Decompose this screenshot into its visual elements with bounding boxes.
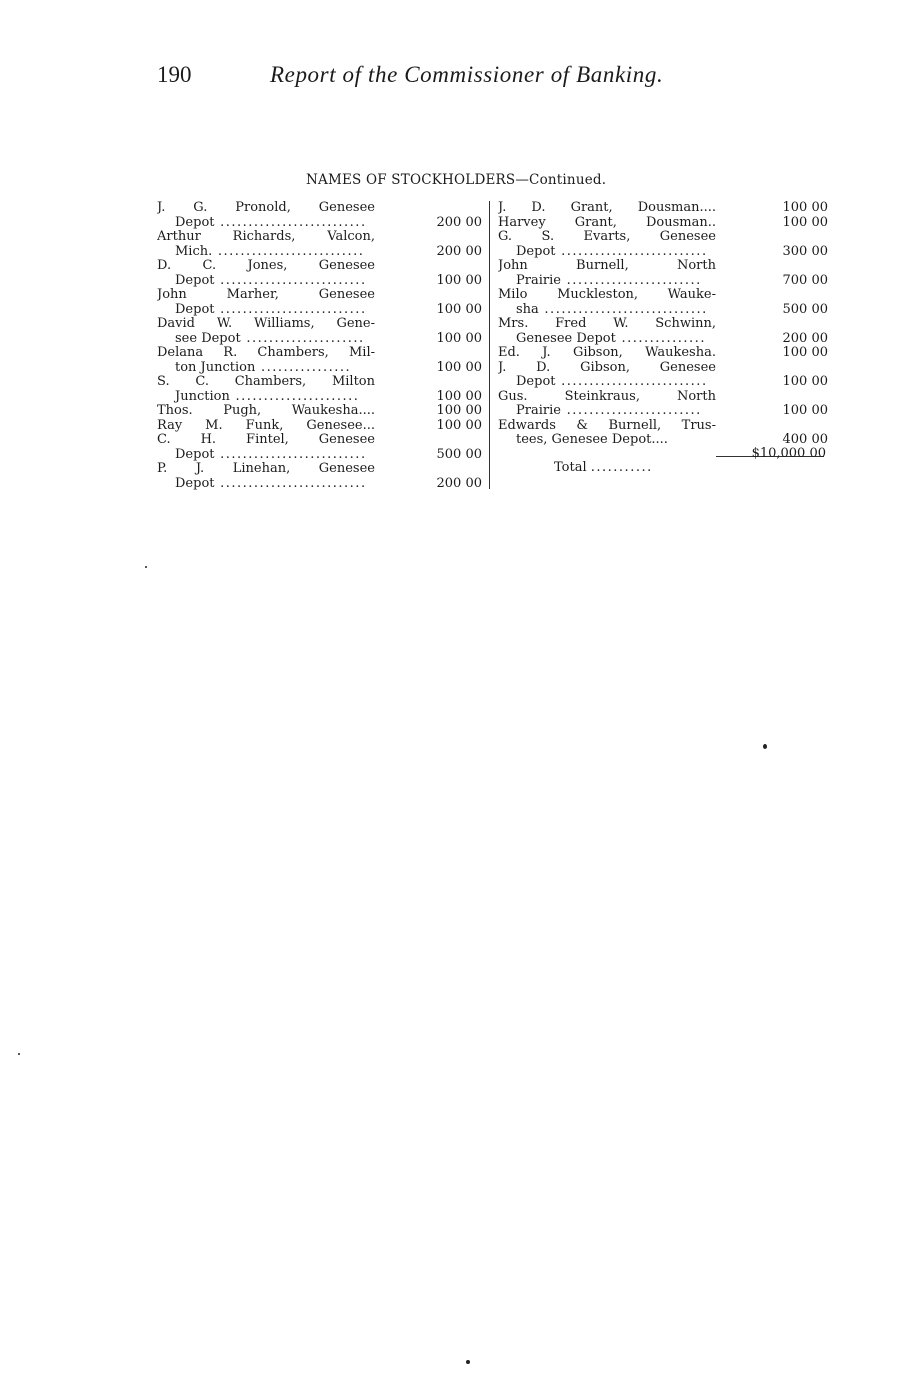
stockholder-name: Edwards & Burnell, Trus- — [498, 418, 716, 433]
stockholder-location: Depot .......................... — [175, 272, 367, 288]
stockholder-entry — [498, 346, 828, 361]
leader-dots: ............................. — [538, 301, 708, 317]
stockholder-name: P. J. Linehan, Genesee — [157, 462, 375, 476]
leader-dots: ...................... — [229, 388, 360, 404]
stockholder-name: David W. Williams, Gene- — [157, 317, 375, 331]
stockholder-name: Arthur Richards, Valcon, — [157, 230, 375, 244]
stockholder-entry — [157, 419, 487, 434]
page-number: 190 — [157, 62, 192, 87]
stock-amount: 700 00 — [782, 272, 828, 288]
stockholder-location: sha ............................. — [516, 301, 708, 317]
stockholder-name: John Marher, Genesee — [157, 288, 375, 302]
stockholder-entry — [157, 259, 487, 288]
stock-amount: 400 00 — [782, 432, 828, 447]
total-label: Total ........... — [554, 460, 653, 475]
stockholder-name: J. D. Gibson, Genesee — [498, 360, 716, 375]
left-stockholder-column — [157, 201, 487, 491]
leader-dots: .......................... — [555, 374, 708, 389]
leader-dots: .......................... — [214, 301, 367, 317]
stockholder-location: Mich. .......................... — [175, 243, 365, 259]
stock-amount: 100 00 — [782, 200, 828, 215]
stockholder-entry — [157, 230, 487, 259]
stockholder-entry — [498, 259, 828, 288]
stockholder-name: Delana R. Chambers, Mil- — [157, 346, 375, 360]
stock-amount: 100 00 — [436, 403, 482, 418]
stock-amount: 200 00 — [436, 475, 482, 491]
stockholder-entry — [157, 462, 487, 491]
stockholder-entry — [498, 230, 828, 259]
stockholder-entry — [157, 201, 487, 230]
leader-dots: ........................ — [560, 403, 702, 418]
leader-dots: .......................... — [555, 243, 708, 259]
leader-dots: .......................... — [212, 243, 365, 259]
print-speck — [763, 744, 767, 749]
leader-dots: .......................... — [214, 475, 367, 491]
stock-amount: 100 00 — [782, 345, 828, 360]
leader-dots: ..................... — [240, 330, 365, 346]
stockholder-location: Depot .......................... — [175, 214, 367, 230]
stockholder-entry — [157, 375, 487, 404]
stockholder-entry — [157, 288, 487, 317]
leader-dots: ................ — [255, 359, 352, 375]
stockholder-location: ton Junction ................ — [175, 359, 352, 375]
stockholder-entry — [498, 361, 828, 390]
stock-amount: 300 00 — [782, 243, 828, 259]
stockholder-location: Depot .......................... — [175, 446, 367, 462]
stockholder-entry — [498, 317, 828, 346]
stock-amount: 100 00 — [436, 272, 482, 288]
stock-amount: 100 00 — [782, 214, 828, 230]
stockholder-location: Depot .......................... — [175, 475, 367, 491]
stockholder-location: Prairie ........................ — [516, 403, 702, 418]
stockholder-name: Thos. Pugh, Waukesha.... — [157, 404, 375, 418]
stockholder-location: see Depot ..................... — [175, 330, 365, 346]
stockholder-name: G. S. Evarts, Genesee — [498, 230, 716, 244]
stock-amount: 100 00 — [782, 403, 828, 418]
stockholder-location: Depot .......................... — [175, 301, 367, 317]
print-speck — [466, 1360, 470, 1364]
stockholder-name: C. H. Fintel, Genesee — [157, 433, 375, 447]
stockholder-name: Gus. Steinkraus, North — [498, 389, 716, 404]
stock-amount: 100 00 — [436, 330, 482, 346]
print-speck — [145, 566, 147, 568]
stock-amount: 100 00 — [436, 417, 482, 433]
stockholder-name: Milo Muckleston, Wauke- — [498, 288, 716, 302]
leader-dots: .......................... — [214, 446, 367, 462]
print-speck — [18, 1053, 20, 1055]
stockholder-name: Ed. J. Gibson, Waukesha. — [498, 346, 716, 360]
stockholder-entry — [498, 216, 828, 231]
stock-amount: 500 00 — [782, 301, 828, 317]
stockholder-name: J. D. Grant, Dousman.... — [498, 201, 716, 215]
stockholder-name: John Burnell, North — [498, 259, 716, 273]
section-heading: NAMES OF STOCKHOLDERS—Continued. — [306, 172, 607, 188]
stockholder-entry — [157, 346, 487, 375]
leader-dots: ............... — [615, 330, 706, 346]
stockholder-entry — [498, 288, 828, 317]
stockholder-entry — [157, 404, 487, 419]
stockholder-entry — [157, 433, 487, 462]
leader-dots: ........................ — [560, 272, 702, 288]
stockholder-name: Ray M. Funk, Genesee... — [157, 418, 375, 433]
stockholder-location: Prairie ........................ — [516, 272, 702, 288]
stockholder-name: D. C. Jones, Genesee — [157, 259, 375, 273]
leader-dots: .......................... — [214, 214, 367, 230]
stockholder-name: S. C. Chambers, Milton — [157, 375, 375, 389]
stock-amount: 100 00 — [436, 388, 482, 404]
total-amount: $10,000 00 — [751, 445, 826, 461]
right-stockholder-column — [498, 201, 828, 448]
stockholder-entry — [498, 201, 828, 216]
stock-amount: 200 00 — [436, 243, 482, 259]
stockholder-name: Harvey Grant, Dousman.. — [498, 215, 716, 230]
leader-dots: .......................... — [214, 272, 367, 288]
stock-amount: 500 00 — [436, 446, 482, 462]
stockholder-location: Junction ...................... — [175, 388, 360, 404]
stockholder-entry — [498, 390, 828, 419]
stock-amount: 100 00 — [782, 374, 828, 389]
stockholder-location: tees, Genesee Depot.... — [516, 432, 668, 447]
stockholder-location: Genesee Depot ............... — [516, 330, 706, 346]
stockholder-entry — [498, 419, 828, 448]
stock-amount: 200 00 — [436, 214, 482, 230]
stock-amount: 100 00 — [436, 301, 482, 317]
stock-amount: 200 00 — [782, 330, 828, 346]
stockholder-entry — [157, 317, 487, 346]
stockholder-name: J. G. Pronold, Genesee — [157, 201, 375, 215]
stockholder-location: Depot .......................... — [516, 243, 708, 259]
running-title: Report of the Commissioner of Banking. — [270, 62, 664, 87]
stockholder-location: Depot .......................... — [516, 374, 708, 389]
column-divider — [489, 201, 490, 489]
stockholder-name: Mrs. Fred W. Schwinn, — [498, 317, 716, 331]
stock-amount: 100 00 — [436, 359, 482, 375]
